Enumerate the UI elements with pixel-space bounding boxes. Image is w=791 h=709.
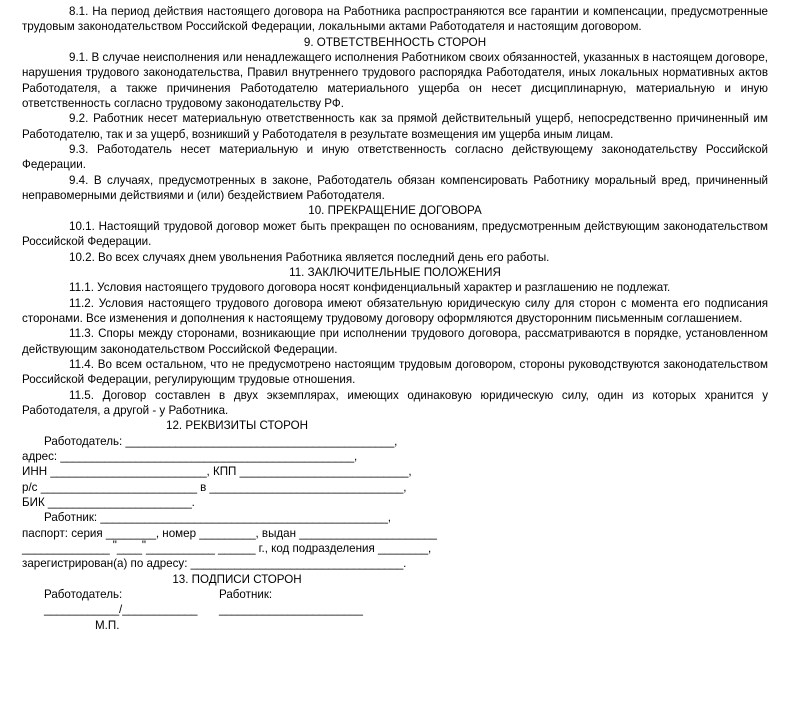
passport-line2-trailing: , (427, 542, 432, 556)
clause-9-4: 9.4. В случаях, предусмотренных в законе, Работодатель обязан компенсировать Работнику моральный вред, причиненный неправомерными действиями и (или) бездействием Работодателя. (22, 173, 768, 203)
requisite-address-trailing: , (354, 449, 358, 463)
requisite-employer-field[interactable]: ___________________________________________ (125, 434, 395, 448)
quote-close: " (141, 539, 146, 553)
clause-10-2: 10.2. Во всех случаях днем увольнения Работника является последний день его работы. (69, 250, 550, 264)
requisite-employee-field[interactable]: ______________________________________________ (100, 511, 388, 525)
clause-11-2: 11.2. Условия настоящего трудового договора имеют обязательную юридическую силу для сторон с момента его подписания сторонами. Все изменения и дополнения к настоящему трудовому договору оформляются двусторонним письменным соглашением. (22, 296, 768, 325)
requisite-account-field[interactable]: _________________________ (40, 480, 197, 494)
passport-issued-label: , выдан (255, 526, 300, 540)
requisite-bik-row (22, 495, 768, 510)
requisite-account-label: р/с (22, 480, 41, 494)
clause-11-3: 11.3. Споры между сторонами, возникающие при исполнении трудового договора, рассматриваются в порядке, установленном действующим законодательством Российской Федерации. (22, 327, 768, 356)
passport-department-code-field[interactable]: ________ (378, 542, 428, 556)
requisite-inn-label: ИНН (22, 465, 51, 479)
requisite-inn-trailing: , (408, 465, 412, 479)
passport-year-label: г., код подразделения (255, 542, 378, 556)
requisite-kpp-field[interactable]: ___________________________ (239, 465, 409, 479)
requisite-employer-row (22, 434, 768, 449)
passport-issuer-field[interactable]: ______________ (22, 542, 110, 556)
requisite-bik-trailing: . (191, 496, 195, 509)
requisite-bank-label: в (196, 480, 210, 494)
passport-number-label: , номер (155, 526, 200, 540)
signature-employee-line[interactable]: _______________________ (219, 603, 363, 617)
passport-issued-field[interactable]: ______________________ (299, 526, 437, 540)
clause-10-1: 10.1. Настоящий трудовой договор может быть прекращен по основаниям, предусмотренным действующим законодательством Российской Федерации. (22, 219, 768, 249)
requisite-employee-label: Работник: (44, 511, 101, 525)
clause-11-4: 11.4. Во всем остальном, что не предусмотрено настоящим трудовым договором, стороны руководствуются законодательством Российской Федерации, регулирующим трудовые отношения. (22, 357, 768, 387)
registration-label: зарегистрирован(а) по адресу: (22, 557, 191, 571)
requisite-inn-field[interactable]: _________________________ (50, 465, 207, 479)
signature-labels-row (22, 587, 768, 602)
signature-separator: / (118, 603, 123, 617)
document-body (22, 4, 768, 633)
registration-field[interactable]: __________________________________ (190, 557, 404, 571)
requisite-employee-row (22, 510, 768, 525)
requisite-employer-trailing: , (394, 434, 398, 448)
clause-9-3: 9.3. Работодатель несет материальную и иную ответственность согласно действующему законодательству Российской Федерации. (22, 143, 768, 172)
passport-month-field[interactable]: ___________ (145, 542, 215, 556)
section-heading-13: 13. ПОДПИСИ СТОРОН (172, 572, 302, 586)
requisite-passport-row-2 (22, 541, 768, 556)
requisite-account-row (22, 480, 768, 495)
requisite-address-row (22, 449, 768, 464)
requisite-employee-trailing: , (387, 511, 391, 525)
requisite-bik-label: БИК (22, 496, 48, 509)
stamp-placeholder: М.П. (95, 618, 120, 632)
clause-8-1: 8.1. На период действия настоящего договора на Работника распространяются все гарантии и компенсации, предусмотренные трудовым законодательством Российской Федерации, локальными актами Работодателя и настоящим договором. (22, 5, 768, 34)
requisite-passport-row-1 (22, 526, 768, 541)
requisite-bik-field[interactable]: _______________________ (47, 496, 192, 509)
signature-employer-label: Работодатель: (44, 588, 123, 602)
requisite-account-trailing: , (403, 480, 407, 494)
signature-employee-label: Работник: (219, 588, 273, 602)
requisite-address-label: адрес: (22, 449, 61, 463)
requisite-address-field[interactable]: _______________________________________________ (60, 449, 355, 463)
signature-employer-line[interactable] (44, 602, 219, 617)
clause-11-5: 11.5. Договор составлен в двух экземплярах, имеющих одинаковую юридическую силу, один из которых хранится у Работодателя, а другой - у Работника. (22, 388, 768, 417)
clause-9-1: 9.1. В случае неисполнения или ненадлежащего исполнения Работником своих обязанностей, указанных в настоящем договоре, нарушения трудового законодательства, Правил внутреннего трудового распорядка Работодателя, иных локальных нормативных актов Работодателя, а также причинения Работодателю материального ущерба он несет дисциплинарную, материальную и иную ответственность согласно трудовому законодательству РФ. (22, 51, 769, 111)
requisite-kpp-label: , КПП (206, 465, 240, 479)
requisite-bank-field[interactable]: _______________________________ (209, 480, 404, 494)
signature-lines-row (22, 602, 768, 617)
section-heading-12: 12. РЕКВИЗИТЫ СТОРОН (166, 419, 308, 433)
signature-employer-line-left: ____________ (44, 603, 119, 617)
section-heading-11: 11. ЗАКЛЮЧИТЕЛЬНЫЕ ПОЛОЖЕНИЯ (289, 265, 501, 279)
section-heading-10: 10. ПРЕКРАЩЕНИЕ ДОГОВОРА (308, 204, 482, 218)
quote-open: " (112, 539, 117, 553)
clause-11-1: 11.1. Условия настоящего трудового договора носят конфиденциальный характер и разглашению не подлежат. (69, 281, 671, 295)
passport-year-field[interactable]: ______ (217, 542, 256, 556)
requisite-inn-kpp-row (22, 464, 768, 479)
requisite-employer-label: Работодатель: (44, 434, 126, 448)
passport-number-field[interactable]: _________ (199, 526, 256, 540)
passport-day-field[interactable]: ____ (116, 542, 142, 556)
registration-trailing: . (403, 557, 407, 571)
requisite-registration-row (22, 556, 768, 571)
clause-9-2: 9.2. Работник несет материальную ответственность как за прямой действительный ущерб, непосредственно причиненный им Работодателю, так и за ущерб, возникший у Работодателя в результате возмещения им ущерба иным лицам. (22, 112, 768, 141)
section-heading-9: 9. ОТВЕТСТВЕННОСТЬ СТОРОН (303, 35, 487, 49)
signature-employer-line-right: ____________ (122, 603, 198, 617)
passport-series-label: паспорт: серия (22, 526, 106, 540)
passport-series-field[interactable]: ________ (105, 526, 156, 540)
